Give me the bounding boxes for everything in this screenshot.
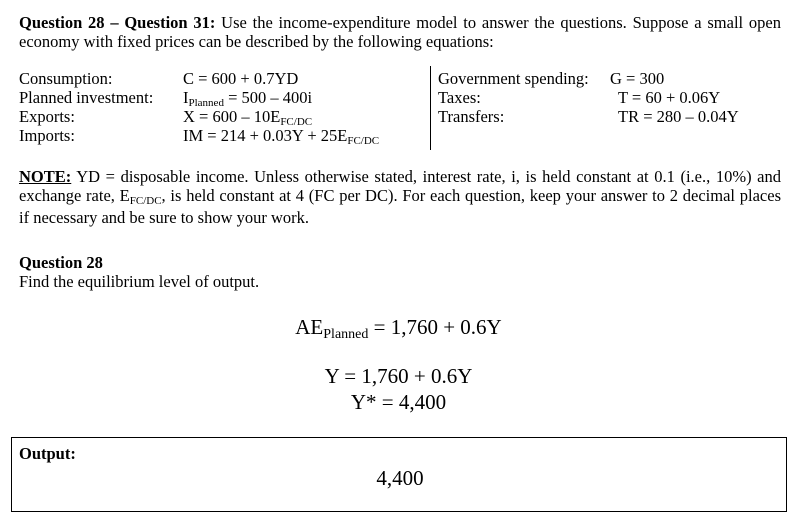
note-text-1: YD = disposable income. Unless otherwise stated, interest rate, i, is held constant at 0.1 (i.e., 10%) and exchange rate, E [19,167,781,205]
note-paragraph [19,167,781,227]
output-label: Output: [19,444,76,463]
intro-text: Use the income-expenditure model to answer the questions. Suppose a small open economy with fixed prices can be described by the following equations: [19,13,781,51]
note-subscript: FC/DC [129,195,162,207]
equation-label: Government spending: [438,69,589,88]
work-line-y: Y = 1,760 + 0.6Y [324,364,473,388]
note-text-2: , is held constant at 4 (FC per DC). For each question, keep your answer to 2 decimal places if necessary and be sure to show your work. [19,186,781,227]
equation-expression: C = 600 + 0.7YD [183,69,299,88]
question-text: Find the equilibrium level of output. [19,272,260,291]
work-line-ae: AEPlanned = 1,760 + 0.6Y [295,315,502,342]
output-box [11,437,787,512]
equation-label: Exports: [19,107,75,126]
equation-expression: T = 60 + 0.06Y [618,88,721,107]
equation-expression: X = 600 – 10EFC/DC [183,107,313,128]
equation-expression: G = 300 [610,69,665,88]
output-value: 4,400 [376,466,424,490]
equations-divider [430,66,431,150]
equation-label: Planned investment: [19,88,154,107]
intro-paragraph [19,13,781,51]
equation-label: Transfers: [438,107,505,126]
equation-expression: IPlanned = 500 – 400i [183,88,313,109]
equation-label: Consumption: [19,69,113,88]
equation-label: Imports: [19,126,75,145]
question-heading: Question 28 [19,253,103,272]
equation-expression: TR = 280 – 0.04Y [618,107,739,126]
note-label: NOTE: [19,167,72,186]
equation-expression: IM = 214 + 0.03Y + 25EFC/DC [183,126,380,147]
intro-heading: Question 28 – Question 31: [19,13,216,32]
equation-label: Taxes: [438,88,481,107]
work-line-ystar: Y* = 4,400 [350,390,447,414]
